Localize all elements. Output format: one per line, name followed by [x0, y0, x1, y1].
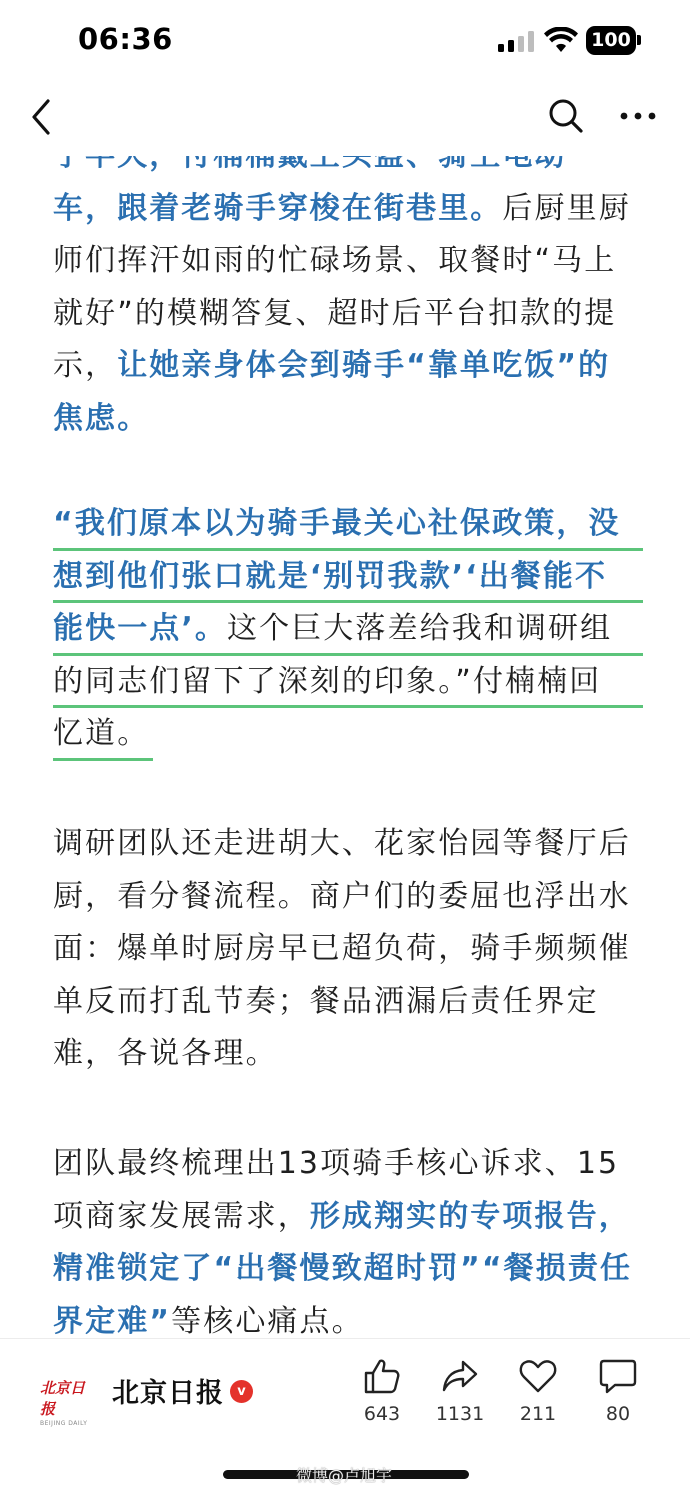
battery-tip — [637, 35, 641, 45]
like-button[interactable] — [342, 1357, 422, 1425]
body-text: 等核心痛点。 — [171, 1303, 364, 1338]
highlight-text: 精准锁定了“出餐慢致超时罚”“餐损责任 — [53, 1251, 633, 1286]
status-time: 06:36 — [78, 22, 173, 56]
quote-line: 的同志们留下了深刻的印象。”付楠楠回 — [53, 656, 643, 709]
body-text: 单反而打乱节奏；餐品洒漏后责任界定 — [53, 983, 599, 1019]
share-icon — [440, 1357, 480, 1395]
quote-line: 想到他们张口就是‘别罚我款’‘出餐能不 — [53, 551, 643, 604]
verified-badge: v — [230, 1380, 253, 1403]
watermark: 微博@卢旭宇 — [296, 1466, 393, 1485]
favorite-button[interactable] — [498, 1357, 578, 1425]
body-text: 师们挥汗如雨的忙碌场景、取餐时“马上 — [53, 243, 617, 278]
cellular-signal-icon — [498, 30, 534, 52]
highlight-text: 界定难” — [53, 1303, 172, 1338]
quote-line: 忆道。 — [53, 708, 153, 761]
wifi-icon — [544, 27, 578, 53]
article-paragraph-3 — [53, 818, 643, 1081]
like-count: 643 — [363, 1403, 401, 1425]
back-icon[interactable] — [26, 97, 60, 137]
thumbs-up-icon — [362, 1357, 402, 1395]
favorite-count: 211 — [519, 1403, 557, 1425]
logo-text: 北京日报 — [40, 1379, 86, 1418]
heart-icon — [518, 1357, 558, 1395]
comment-icon — [598, 1357, 638, 1395]
highlight-text: 焦虑。 — [53, 400, 150, 436]
quote-line: 能快一点’。 — [53, 611, 227, 646]
source-name[interactable]: 北京日报 — [112, 1378, 224, 1409]
comment-count: 80 — [605, 1403, 631, 1425]
body-text: 示， — [53, 348, 118, 383]
nav-bar — [0, 84, 690, 156]
logo-subtext: BEIJING DAILY — [40, 1420, 88, 1427]
search-icon[interactable] — [546, 96, 586, 136]
battery-indicator: 100 — [586, 26, 636, 55]
quote-line: 这个巨大落差给我和调研组 — [227, 611, 613, 646]
highlighted-quote — [53, 498, 643, 761]
source-logo[interactable] — [40, 1377, 92, 1427]
body-text: 调研团队还走进胡大、花家怡园等餐厅后 — [53, 826, 631, 861]
comment-button[interactable] — [578, 1357, 658, 1425]
more-icon[interactable] — [618, 102, 658, 130]
body-text: 面：爆单时厨房早已超负荷，骑手频频催 — [53, 931, 631, 966]
body-text: 厨，看分餐流程。商户们的委屈也浮出水 — [53, 878, 631, 914]
share-count: 1131 — [435, 1403, 485, 1425]
highlight-text: 让她亲身体会到骑手“靠单吃饭”的 — [117, 348, 611, 383]
body-text: 就好”的模糊答复、超时后平台扣款的提 — [53, 295, 617, 331]
share-button[interactable] — [420, 1357, 500, 1425]
bottom-action-bar — [0, 1338, 690, 1494]
status-bar — [0, 0, 690, 84]
body-text: 项商家发展需求， — [53, 1198, 310, 1234]
body-text: 后厨里厨 — [502, 190, 631, 226]
quote-line: “我们原本以为骑手最关心社保政策，没 — [53, 498, 643, 551]
article-body — [0, 130, 690, 1338]
body-text: 团队最终梳理出13项骑手核心诉求、15 — [53, 1146, 620, 1181]
body-text: 难，各说各理。 — [53, 1036, 278, 1071]
highlight-text: 车，跟着老骑手穿梭在街巷里。 — [53, 190, 503, 226]
highlight-text: 形成翔实的专项报告， — [309, 1198, 631, 1234]
article-paragraph-4 — [53, 1138, 643, 1338]
article-paragraph-1 — [53, 130, 643, 445]
